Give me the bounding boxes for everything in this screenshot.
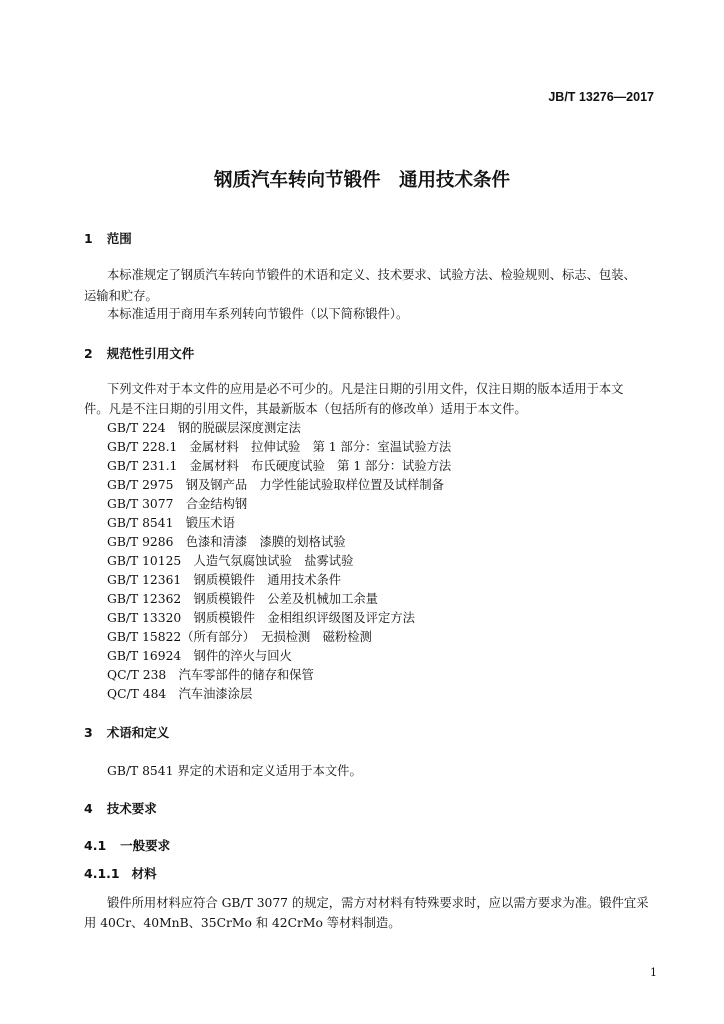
section-2-heading [84,344,194,362]
paragraph-line: 下列文件对于本文件的应用是必不可少的。凡是注日期的引用文件，仅注日期的版本适用于本文 [107,382,624,396]
reference-item: GB/T 12362 钢质模锻件 公差及机械加工余量 [107,592,378,606]
subsection-4-1-1-heading [84,864,157,882]
section-number: 3 [84,725,93,740]
subsection-4-1-heading [84,836,170,854]
page-number: 1 [650,966,657,979]
reference-item: GB/T 224 钢的脱碳层深度测定法 [107,421,301,435]
reference-item: GB/T 13320 钢质模锻件 金相组织评级图及评定方法 [107,611,415,625]
reference-item: GB/T 16924 钢件的淬火与回火 [107,649,292,663]
paragraph-line: GB/T 8541 界定的术语和定义适用于本文件。 [107,764,362,778]
section-number: 1 [84,231,93,246]
standard-code: JB/T 13276—2017 [548,90,654,104]
reference-item: GB/T 8541 锻压术语 [107,516,235,530]
paragraph-line: 件。凡是不注日期的引用文件，其最新版本（包括所有的修改单）适用于本文件。 [84,402,527,416]
paragraph-line: 运输和贮存。 [84,289,158,303]
section-title: 技术要求 [106,801,157,816]
paragraph-line: 用 40Cr、40MnB、35CrMo 和 42CrMo 等材料制造。 [84,916,401,930]
section-title: 术语和定义 [106,725,170,740]
reference-item: GB/T 10125 人造气氛腐蚀试验 盐雾试验 [107,554,354,568]
document-title: 钢质汽车转向节锻件 通用技术条件 [213,170,510,191]
reference-item: QC/T 238 汽车零部件的储存和保管 [107,668,314,682]
section-title: 规范性引用文件 [106,346,195,361]
section-number: 2 [84,346,93,361]
paragraph-line: 本标准规定了钢质汽车转向节锻件的术语和定义、技术要求、试验方法、检验规则、标志、包装、 [107,268,636,282]
reference-item: GB/T 231.1 金属材料 布氏硬度试验 第 1 部分：试验方法 [107,459,452,473]
reference-item: GB/T 15822（所有部分） 无损检测 磁粉检测 [107,630,372,644]
section-number: 4.1.1 [84,866,120,881]
section-4-heading [84,799,157,817]
reference-item: GB/T 2975 钢及钢产品 力学性能试验取样位置及试样制备 [107,478,444,492]
paragraph-line: 本标准适用于商用车系列转向节锻件（以下简称锻件）。 [107,307,409,321]
reference-item: GB/T 12361 钢质模锻件 通用技术条件 [107,573,342,587]
section-title: 范围 [106,231,132,246]
section-title: 材料 [131,866,157,881]
reference-item: GB/T 9286 色漆和清漆 漆膜的划格试验 [107,535,346,549]
section-number: 4 [84,801,93,816]
section-1-heading [84,229,132,247]
reference-item: GB/T 228.1 金属材料 拉伸试验 第 1 部分：室温试验方法 [107,440,452,454]
reference-item: GB/T 3077 合金结构钢 [107,497,248,511]
section-title: 一般要求 [120,838,171,853]
paragraph-line: 锻件所用材料应符合 GB/T 3077 的规定，需方对材料有特殊要求时，应以需方要求为准。锻件宜采 [107,896,649,910]
section-number: 4.1 [84,838,107,853]
reference-item: QC/T 484 汽车油漆涂层 [107,687,253,701]
section-3-heading [84,723,169,741]
